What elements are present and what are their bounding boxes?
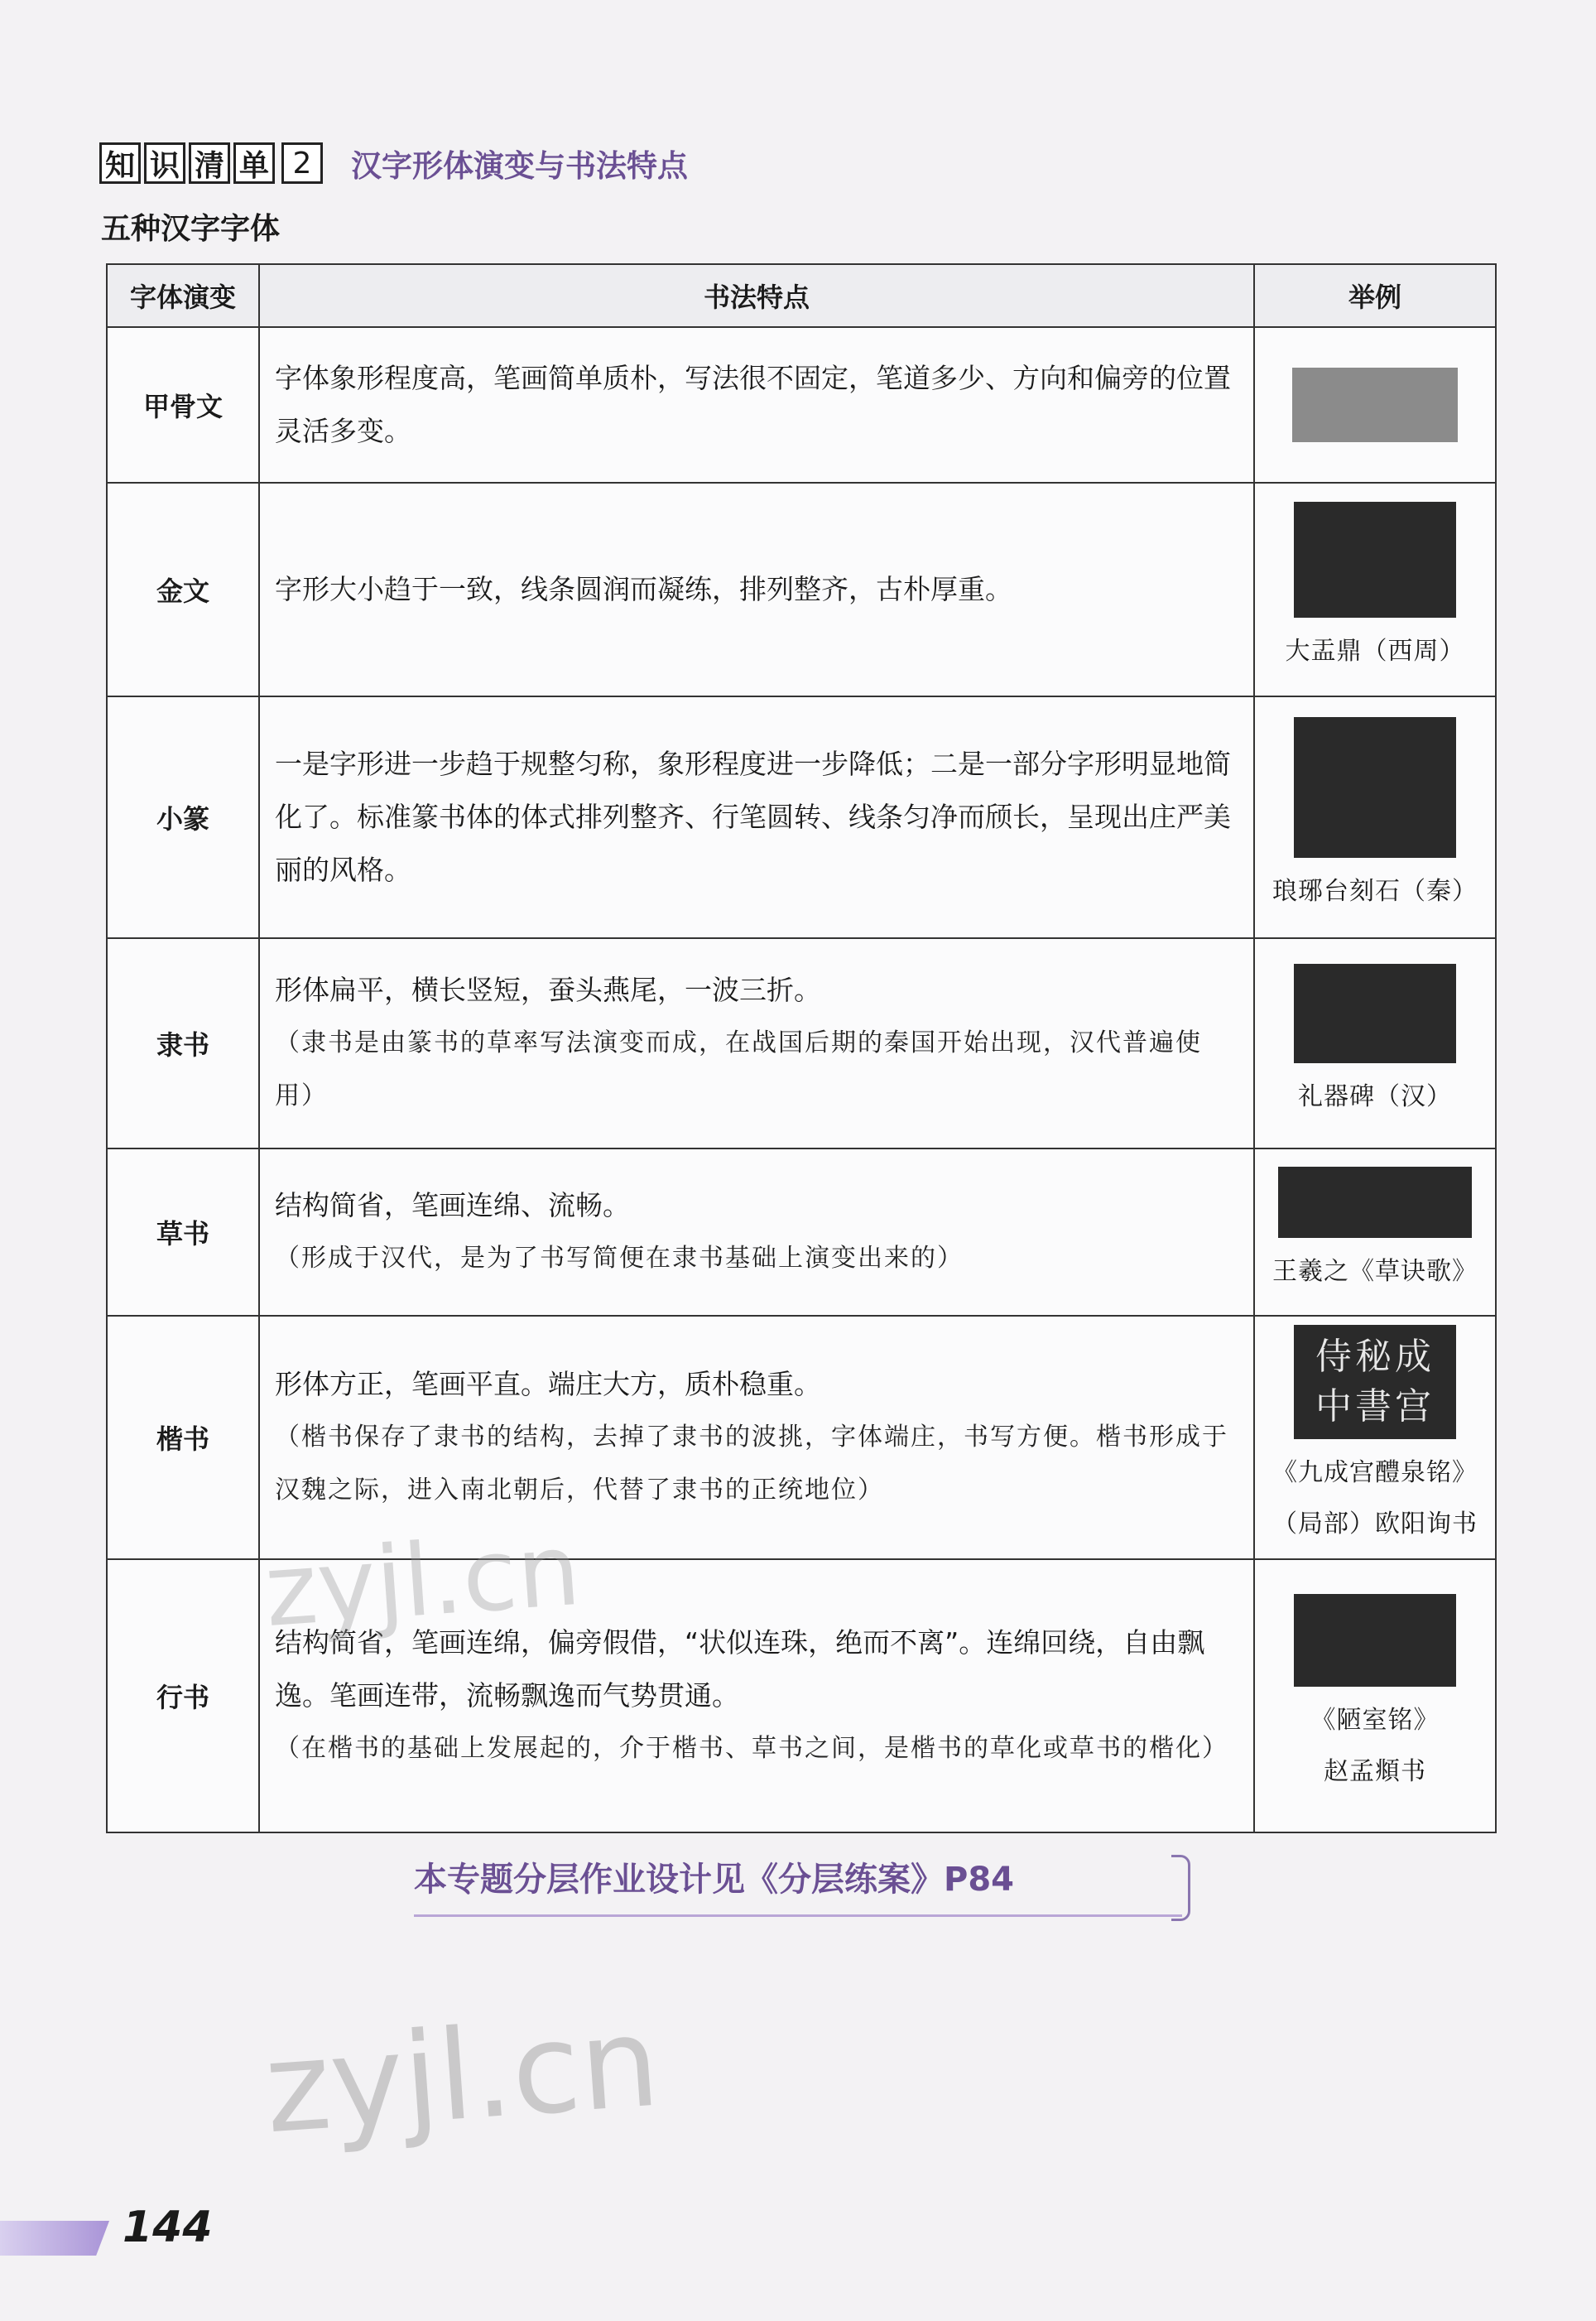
example-caption: 《陋室铭》赵孟頫书 [1310, 1706, 1440, 1786]
example-caption: 王羲之《草诀歌》 [1272, 1257, 1478, 1286]
subheading: 五种汉字字体 [101, 212, 281, 246]
feature-note: （在楷书的基础上发展起的，介于楷书、草书之间，是楷书的草化或草书的楷化） [275, 1734, 1228, 1763]
example-caption: 礼器碑（汉） [1298, 1082, 1452, 1111]
example-cell [1254, 696, 1496, 938]
feature-text: 结构简省，笔画连绵、流畅。 [275, 1189, 630, 1221]
watermark: zyjl.cn [261, 1512, 584, 1650]
example-cell [1254, 1316, 1496, 1559]
table-row [107, 1148, 1496, 1316]
badge-char: 知 [99, 142, 141, 184]
feature-text: 形体扁平，横长竖短，蚕头燕尾，一波三折。 [275, 974, 821, 1006]
table-header-row [107, 264, 1496, 327]
section-title: 汉字形体演变与书法特点 [351, 147, 688, 184]
column-header: 举例 [1254, 264, 1496, 327]
badge-number: 2 [281, 142, 323, 184]
table-row [107, 327, 1496, 483]
badge-char: 单 [233, 142, 275, 184]
script-features [259, 1148, 1254, 1316]
script-name: 隶书 [107, 938, 259, 1148]
script-features [259, 1316, 1254, 1559]
page-number: 144 [123, 2203, 213, 2252]
script-name: 金文 [107, 483, 259, 696]
footer-bracket [1171, 1855, 1190, 1921]
script-features [259, 696, 1254, 938]
feature-text: 结构简省，笔画连绵，偏旁假借，“状似连珠，绝而不离”。连绵回绕，自由飘逸。笔画连带，流畅飘逸而气势贯通。 [275, 1626, 1205, 1712]
script-features [259, 483, 1254, 696]
feature-note: （楷书保存了隶书的结构，去掉了隶书的波挑，字体端庄，书写方便。楷书形成于汉魏之际，进入南北朝后，代替了隶书的正统地位） [275, 1423, 1228, 1505]
table-row [107, 1316, 1496, 1559]
badge-char: 识 [144, 142, 185, 184]
example-cell [1254, 327, 1496, 483]
script-features [259, 327, 1254, 483]
feature-text: 字体象形程度高，笔画简单质朴，写法很不固定，笔道多少、方向和偏旁的位置灵活多变。 [275, 362, 1231, 447]
script-name: 草书 [107, 1148, 259, 1316]
regular-script-image: 侍秘成中書宫 [1294, 1325, 1456, 1439]
table-row [107, 938, 1496, 1148]
page-number-bar [0, 2221, 109, 2256]
example-caption: 琅琊台刻石（秦） [1272, 877, 1478, 906]
script-features [259, 938, 1254, 1148]
example-cell [1254, 938, 1496, 1148]
script-name: 楷书 [107, 1316, 259, 1559]
seal-script-image [1294, 717, 1456, 858]
feature-note: （隶书是由篆书的草率写法演变而成，在战国后期的秦国开始出现，汉代普遍使用） [275, 1028, 1202, 1110]
feature-text: 一是字形进一步趋于规整匀称，象形程度进一步降低；二是一部分字形明显地简化了。标准篆书体的体式排列整齐、行笔圆转、线条匀净而颀长，呈现出庄严美丽的风格。 [275, 748, 1231, 886]
column-header: 字体演变 [107, 264, 259, 327]
example-caption: 《九成宫醴泉铭》（局部）欧阳询书 [1272, 1458, 1478, 1539]
example-cell [1254, 1148, 1496, 1316]
running-script-image [1294, 1594, 1456, 1687]
example-caption: 大盂鼎（西周） [1285, 637, 1465, 666]
script-name: 小篆 [107, 696, 259, 938]
clerical-script-image [1294, 964, 1456, 1063]
oracle-bone-image [1292, 368, 1458, 442]
example-cell [1254, 483, 1496, 696]
bronze-inscription-image [1294, 502, 1456, 618]
badge-char: 清 [189, 142, 230, 184]
footer-underline [414, 1914, 1182, 1917]
column-header: 书法特点 [259, 264, 1254, 327]
feature-note: （形成于汉代，是为了书写简便在隶书基础上演变出来的） [275, 1244, 964, 1273]
script-name: 甲骨文 [107, 327, 259, 483]
feature-text: 字形大小趋于一致，线条圆润而凝练，排列整齐，古朴厚重。 [275, 573, 1012, 605]
section-heading [99, 141, 688, 185]
example-cell [1254, 1559, 1496, 1832]
script-name: 行书 [107, 1559, 259, 1832]
table-row [107, 696, 1496, 938]
watermark: zyjl.cn [260, 1990, 664, 2162]
footer-note: 本专题分层作业设计见《分层练案》P84 [414, 1861, 1014, 1899]
cursive-script-image [1278, 1167, 1472, 1238]
feature-text: 形体方正，笔画平直。端庄大方，质朴稳重。 [275, 1368, 821, 1400]
table-row [107, 483, 1496, 696]
